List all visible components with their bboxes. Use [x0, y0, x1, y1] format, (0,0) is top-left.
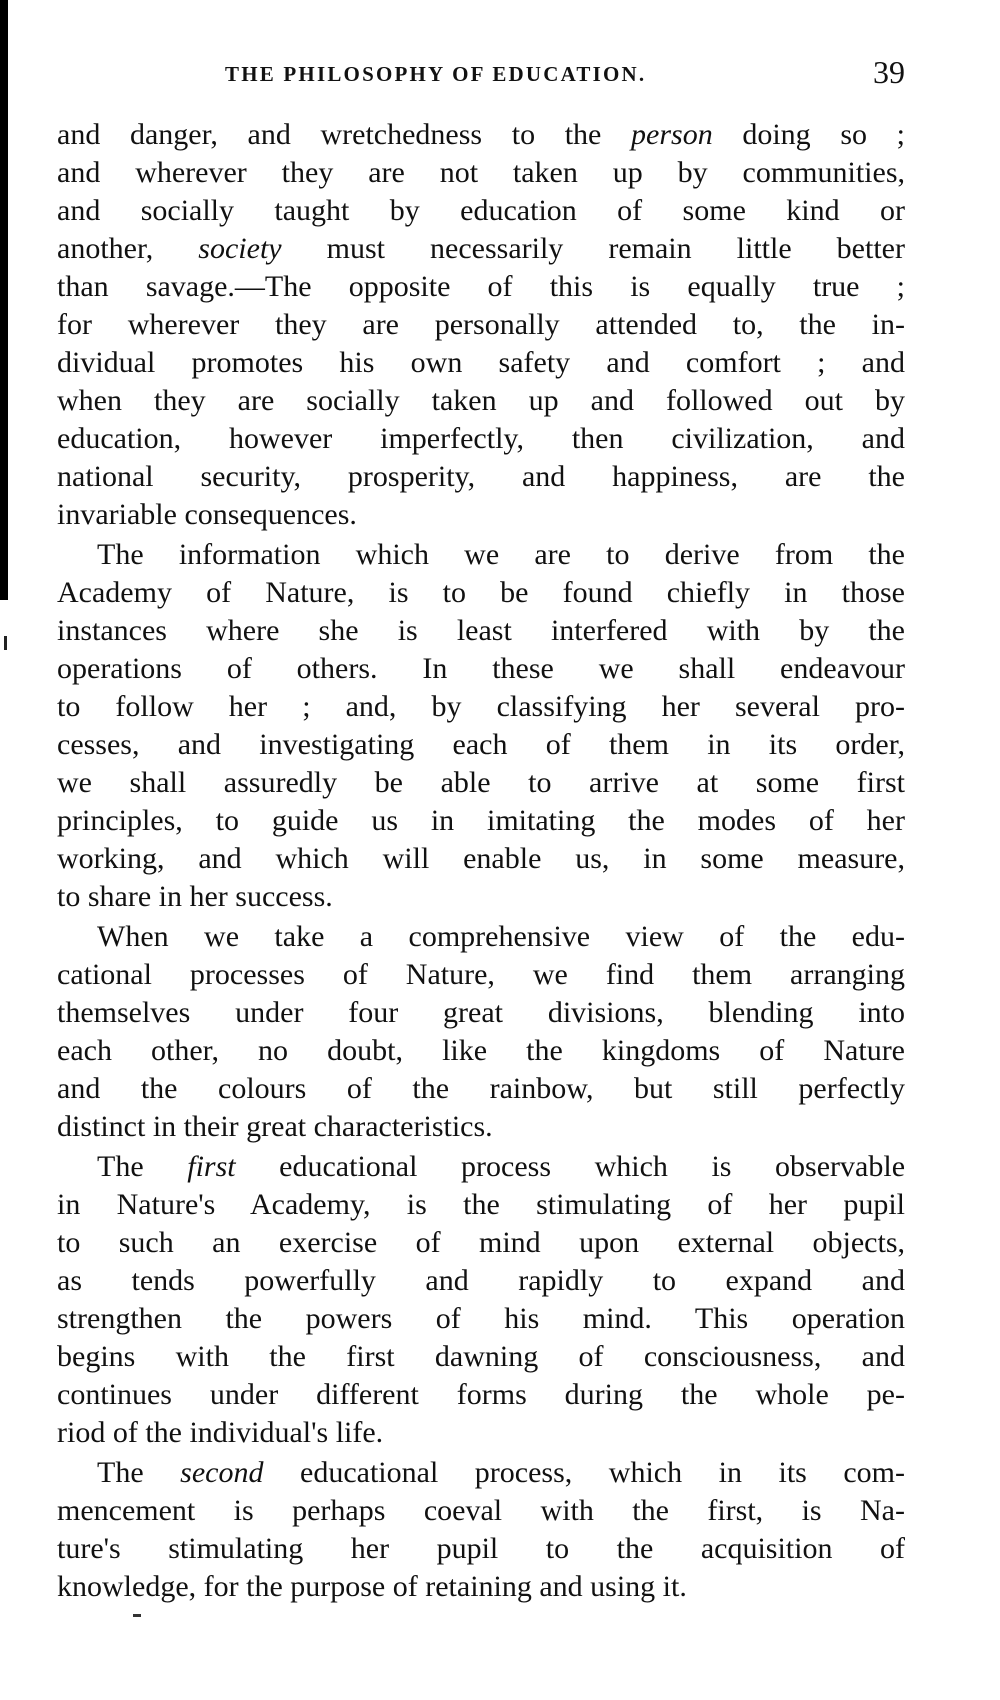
- text-line: [57, 1414, 905, 1452]
- text-run: cational processes of Nature, we find them arranging: [57, 958, 905, 991]
- text-line: [57, 802, 905, 840]
- text-run: than savage.—The opposite of this is equally true ;: [57, 270, 905, 303]
- text-run: mencement is perhaps coeval with the first, is Na-: [57, 1494, 905, 1527]
- text-run: and the colours of the rainbow, but still perfectly: [57, 1072, 905, 1105]
- text-run: doing so ;: [712, 118, 905, 151]
- text-line: [57, 1108, 905, 1146]
- italic-word: society: [198, 232, 282, 265]
- text-line: [57, 1454, 905, 1492]
- text-line: [57, 612, 905, 650]
- text-run: cesses, and investigating each of them in its order,: [57, 728, 905, 761]
- text-run: to such an exercise of mind upon external objects,: [57, 1226, 905, 1259]
- text-line: [57, 764, 905, 802]
- text-run: each other, no doubt, like the kingdoms of Nature: [57, 1034, 905, 1067]
- text-run: instances where she is least interfered with by the: [57, 614, 905, 647]
- text-line: [57, 192, 905, 230]
- running-title: THE PHILOSOPHY OF EDUCATION.: [225, 62, 647, 86]
- text-run: strengthen the powers of his mind. This operation: [57, 1302, 905, 1335]
- text-line: [57, 536, 905, 574]
- text-line: [57, 878, 905, 916]
- text-run: when they are socially taken up and followed out by: [57, 384, 905, 417]
- text-line: [57, 1300, 905, 1338]
- text-line: [57, 1032, 905, 1070]
- italic-word: person: [631, 118, 713, 151]
- text-line: [57, 1224, 905, 1262]
- text-line: [57, 994, 905, 1032]
- text-line: [57, 230, 905, 268]
- text-run: When we take a comprehensive view of the edu-: [97, 920, 905, 953]
- text-run: The: [97, 1150, 188, 1183]
- text-line: [57, 840, 905, 878]
- text-line: [57, 306, 905, 344]
- text-run: national security, prosperity, and happiness, are the: [57, 460, 905, 493]
- text-line: [57, 382, 905, 420]
- text-run: operations of others. In these we shall endeavour: [57, 652, 905, 685]
- text-line: [57, 688, 905, 726]
- text-run: and danger, and wretchedness to the: [57, 118, 632, 151]
- text-line: [57, 344, 905, 382]
- text-line: [57, 956, 905, 994]
- text-run: principles, to guide us in imitating the modes of her: [57, 804, 905, 837]
- text-line: [57, 1262, 905, 1300]
- paragraph: [57, 918, 905, 1146]
- text-run: in Nature's Academy, is the stimulating of her pupil: [57, 1188, 905, 1221]
- text-run: to share in her success.: [57, 880, 333, 913]
- scan-speck: [133, 1614, 141, 1617]
- text-run: and socially taught by education of some kind or: [57, 194, 905, 227]
- text-run: themselves under four great divisions, blending into: [57, 996, 905, 1029]
- text-line: [57, 1492, 905, 1530]
- text-line: [57, 1568, 905, 1606]
- text-run: The: [97, 1456, 181, 1489]
- text-line: [57, 1070, 905, 1108]
- paragraph: [57, 536, 905, 916]
- text-run: to follow her ; and, by classifying her several pro-: [57, 690, 905, 723]
- text-line: [57, 496, 905, 534]
- italic-word: second: [180, 1456, 264, 1489]
- text-run: riod of the individual's life.: [57, 1416, 384, 1449]
- text-line: [57, 650, 905, 688]
- text-run: invariable consequences.: [57, 498, 357, 531]
- text-line: [57, 1338, 905, 1376]
- text-run: for wherever they are personally attended to, the in-: [57, 308, 905, 341]
- text-line: [57, 458, 905, 496]
- page-header: [225, 56, 905, 96]
- text-line: [57, 268, 905, 306]
- text-line: [57, 918, 905, 956]
- text-run: and wherever they are not taken up by communities,: [57, 156, 905, 189]
- text-run: begins with the first dawning of consciousness, and: [57, 1340, 905, 1373]
- text-line: [57, 1376, 905, 1414]
- text-run: ture's stimulating her pupil to the acquisition of: [57, 1532, 905, 1565]
- text-run: Academy of Nature, is to be found chiefly in those: [57, 576, 905, 609]
- text-run: continues under different forms during the whole pe-: [57, 1378, 905, 1411]
- scan-mark: [4, 636, 7, 650]
- text-run: educational process, which in its com-: [263, 1456, 906, 1489]
- page-body: [57, 116, 905, 1606]
- text-run: The information which we are to derive from the: [97, 538, 905, 571]
- text-line: [57, 1186, 905, 1224]
- text-run: working, and which will enable us, in some measure,: [57, 842, 905, 875]
- text-line: [57, 726, 905, 764]
- text-run: we shall assuredly be able to arrive at some first: [57, 766, 905, 799]
- text-line: [57, 574, 905, 612]
- text-line: [57, 1148, 905, 1186]
- text-line: [57, 116, 905, 154]
- paragraph: [57, 1454, 905, 1606]
- text-run: knowledge, for the purpose of retaining and using it.: [57, 1570, 687, 1603]
- text-line: [57, 1530, 905, 1568]
- page-number: 39: [873, 54, 905, 90]
- scan-binding-edge: [0, 0, 8, 600]
- paragraph: [57, 1148, 905, 1452]
- text-line: [57, 154, 905, 192]
- italic-word: first: [187, 1150, 236, 1183]
- text-run: distinct in their great characteristics.: [57, 1110, 493, 1143]
- text-run: must necessarily remain little better: [281, 232, 905, 265]
- paragraph: [57, 116, 905, 534]
- text-run: another,: [57, 232, 199, 265]
- text-run: education, however imperfectly, then civilization, and: [57, 422, 905, 455]
- text-run: dividual promotes his own safety and comfort ; and: [57, 346, 905, 379]
- text-line: [57, 420, 905, 458]
- text-run: as tends powerfully and rapidly to expand and: [57, 1264, 905, 1297]
- text-run: educational process which is observable: [235, 1150, 906, 1183]
